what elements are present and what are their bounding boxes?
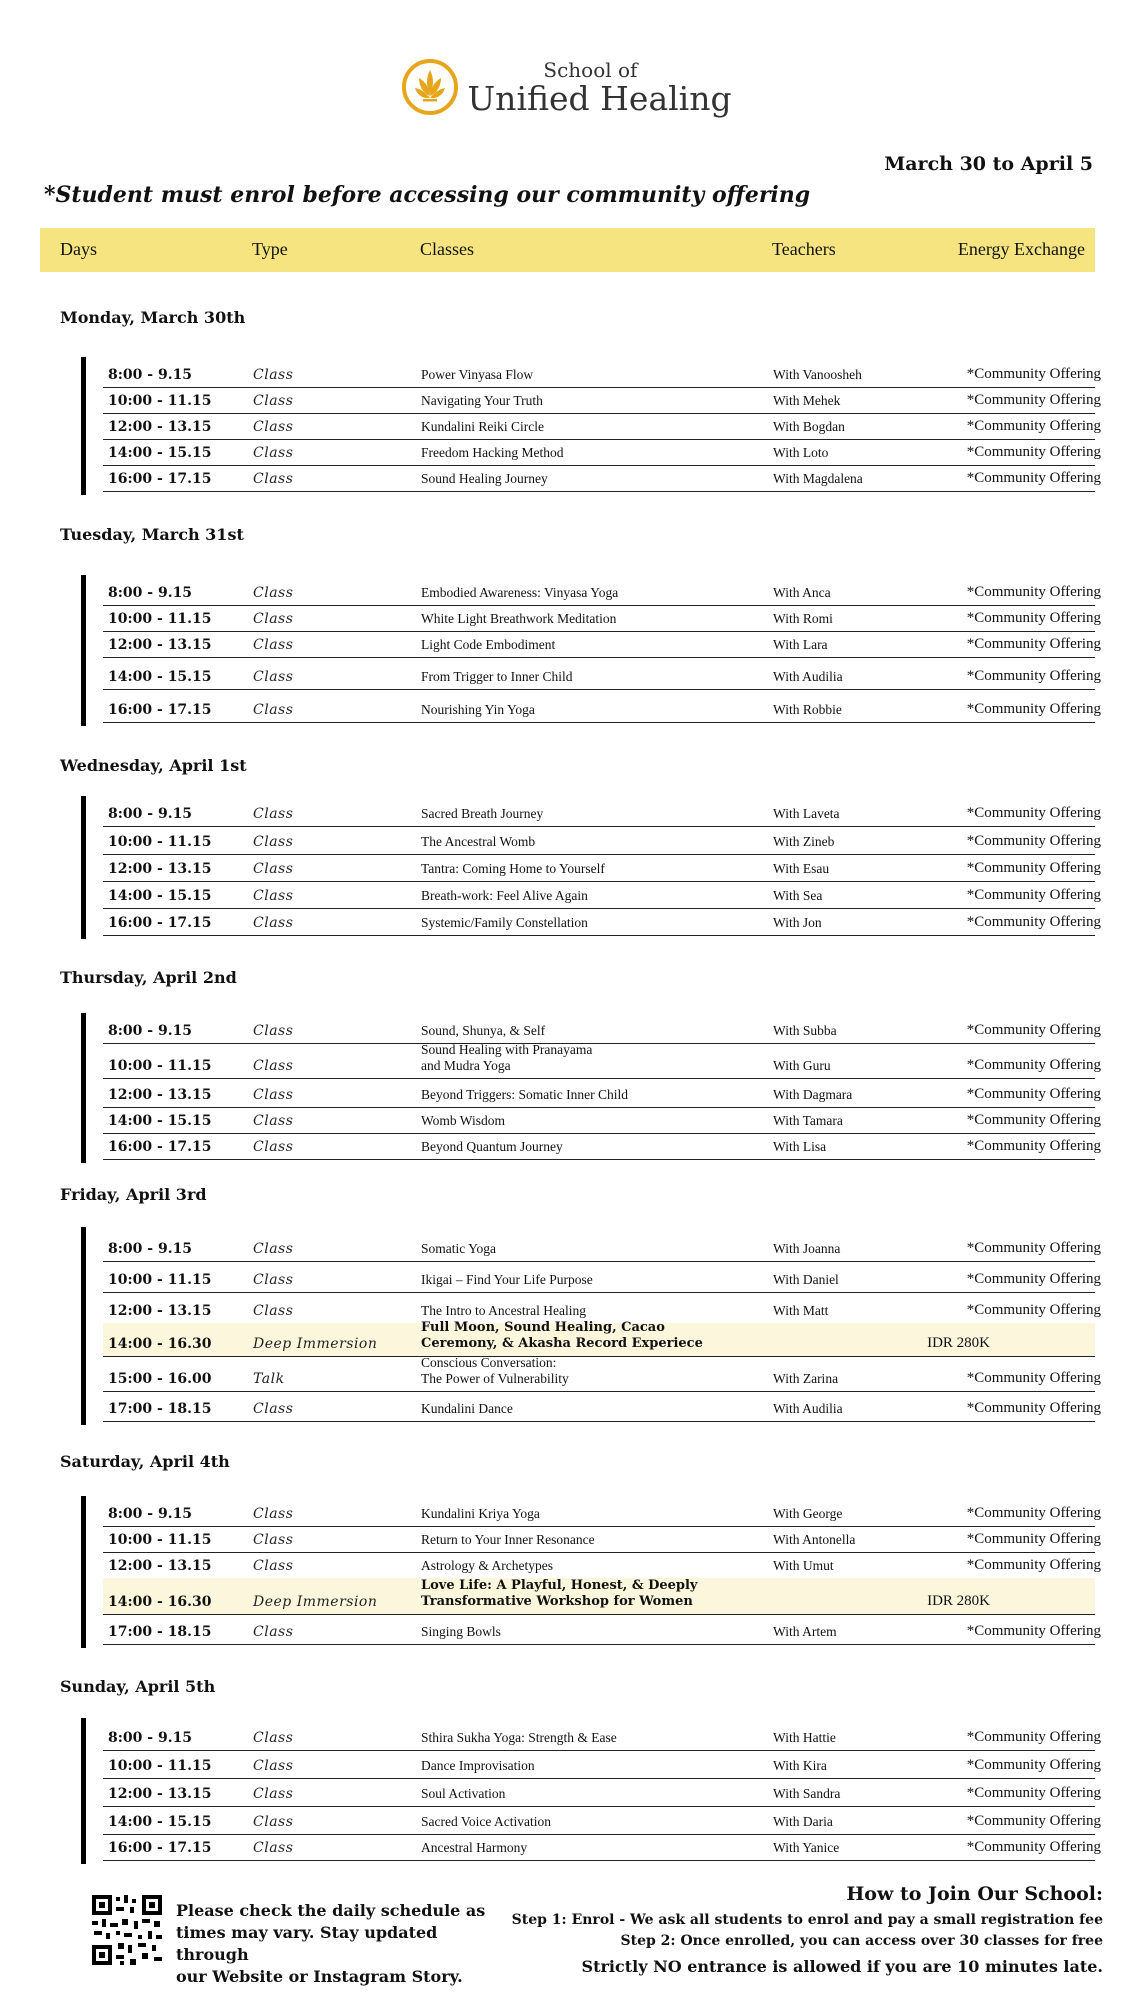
teacher-cell: With Tamara bbox=[773, 1113, 843, 1128]
schedule-row bbox=[103, 1578, 1095, 1615]
schedule-row bbox=[103, 691, 1101, 723]
day-divider-bar bbox=[81, 1496, 86, 1648]
type-cell: Class bbox=[253, 1532, 294, 1548]
class-name: Womb Wisdom bbox=[421, 1113, 505, 1128]
class-name: From Trigger to Inner Child bbox=[421, 669, 573, 684]
energy-cell: *Community Offering bbox=[966, 1086, 1101, 1102]
time-cell: 12:00 - 13.15 bbox=[108, 1303, 212, 1319]
class-cell bbox=[421, 1814, 751, 1830]
teacher-cell: With Hattie bbox=[773, 1730, 836, 1745]
type-cell: Class bbox=[253, 585, 294, 601]
class-name: Sound Healing Journey bbox=[421, 471, 548, 486]
class-cell bbox=[421, 1042, 751, 1074]
schedule-row bbox=[103, 1778, 1101, 1807]
class-name: Somatic Yoga bbox=[421, 1241, 497, 1256]
class-cell bbox=[421, 419, 751, 435]
energy-cell: *Community Offering bbox=[966, 610, 1101, 626]
time-cell: 17:00 - 18.15 bbox=[108, 1624, 212, 1640]
schedule-row bbox=[103, 1231, 1101, 1262]
class-name: Navigating Your Truth bbox=[421, 393, 543, 408]
time-cell: 12:00 - 13.15 bbox=[108, 1786, 212, 1802]
class-cell bbox=[421, 702, 751, 718]
class-name: Light Code Embodiment bbox=[421, 637, 556, 652]
type-cell: Class bbox=[253, 1506, 294, 1522]
day-title: Friday, April 3rd bbox=[60, 1185, 207, 1204]
type-cell: Class bbox=[253, 1758, 294, 1774]
energy-cell: *Community Offering bbox=[966, 1839, 1101, 1855]
time-cell: 16:00 - 17.15 bbox=[108, 1840, 212, 1856]
header bbox=[0, 58, 1133, 120]
time-cell: 14:00 - 15.15 bbox=[108, 669, 212, 685]
type-cell: Class bbox=[253, 637, 294, 653]
time-cell: 16:00 - 17.15 bbox=[108, 915, 212, 931]
teacher-cell: With Antonella bbox=[773, 1532, 856, 1547]
energy-cell: *Community Offering bbox=[966, 418, 1101, 434]
energy-cell: *Community Offering bbox=[966, 1057, 1101, 1073]
class-name: Conscious Conversation: bbox=[421, 1355, 557, 1370]
column-header bbox=[40, 228, 1095, 272]
energy-cell: IDR 280K bbox=[927, 1335, 990, 1351]
time-cell: 8:00 - 9.15 bbox=[108, 806, 193, 822]
time-cell: 8:00 - 9.15 bbox=[108, 367, 193, 383]
schedule-row bbox=[103, 1834, 1101, 1861]
teacher-cell: With Romi bbox=[773, 611, 833, 626]
schedule-row bbox=[103, 1391, 1101, 1422]
schedule-row bbox=[103, 1722, 1101, 1751]
type-cell: Class bbox=[253, 1840, 294, 1856]
schedule-row bbox=[103, 1261, 1101, 1293]
type-cell: Class bbox=[253, 888, 294, 904]
logo bbox=[401, 58, 731, 116]
schedule-row bbox=[103, 1133, 1101, 1160]
time-cell: 17:00 - 18.15 bbox=[108, 1401, 212, 1417]
day-divider-bar bbox=[81, 357, 86, 495]
energy-cell: *Community Offering bbox=[966, 887, 1101, 903]
class-name: Sthira Sukha Yoga: Strength & Ease bbox=[421, 1730, 617, 1745]
class-name: Kundalini Dance bbox=[421, 1401, 513, 1416]
energy-cell: *Community Offering bbox=[966, 1302, 1101, 1318]
teacher-cell: With Bogdan bbox=[773, 419, 845, 434]
teacher-cell: With Jon bbox=[773, 915, 822, 930]
teacher-cell: With Sandra bbox=[773, 1786, 841, 1801]
type-cell: Class bbox=[253, 393, 294, 409]
type-cell: Class bbox=[253, 1401, 294, 1417]
energy-cell: *Community Offering bbox=[966, 1785, 1101, 1801]
teacher-cell: With Daria bbox=[773, 1814, 833, 1829]
class-name: Kundalini Reiki Circle bbox=[421, 419, 544, 434]
class-cell bbox=[421, 806, 751, 822]
class-name: Dance Improvisation bbox=[421, 1758, 535, 1773]
energy-cell: *Community Offering bbox=[966, 392, 1101, 408]
day-title: Wednesday, April 1st bbox=[60, 756, 247, 775]
energy-cell: *Community Offering bbox=[966, 1557, 1101, 1573]
class-name: The Intro to Ancestral Healing bbox=[421, 1303, 586, 1318]
type-cell: Class bbox=[253, 1814, 294, 1830]
type-cell: Class bbox=[253, 1624, 294, 1640]
teacher-cell: With Magdalena bbox=[773, 471, 863, 486]
teacher-cell: With Audilia bbox=[773, 1401, 843, 1416]
time-cell: 10:00 - 11.15 bbox=[108, 1272, 212, 1288]
class-cell bbox=[421, 1272, 751, 1288]
type-cell: Class bbox=[253, 1786, 294, 1802]
class-name: Love Life: A Playful, Honest, & Deeply bbox=[421, 1578, 698, 1593]
class-name-line-2: Transformative Workshop for Women bbox=[421, 1594, 693, 1609]
type-cell: Class bbox=[253, 1241, 294, 1257]
schedule-row bbox=[103, 881, 1101, 909]
class-cell bbox=[421, 1506, 751, 1522]
day-title: Sunday, April 5th bbox=[60, 1677, 216, 1696]
energy-cell: *Community Offering bbox=[966, 860, 1101, 876]
class-name: Ancestral Harmony bbox=[421, 1840, 528, 1855]
schedule-row bbox=[103, 1552, 1101, 1579]
teacher-cell: With Robbie bbox=[773, 702, 842, 717]
time-cell: 8:00 - 9.15 bbox=[108, 585, 193, 601]
class-cell bbox=[421, 861, 751, 877]
class-name-line-2: The Power of Vulnerability bbox=[421, 1371, 569, 1386]
day-title: Thursday, April 2nd bbox=[60, 968, 237, 987]
day-divider-bar bbox=[81, 575, 86, 726]
time-cell: 12:00 - 13.15 bbox=[108, 419, 212, 435]
schedule-row bbox=[103, 660, 1101, 690]
teacher-cell: With Sea bbox=[773, 888, 823, 903]
time-cell: 8:00 - 9.15 bbox=[108, 1023, 193, 1039]
type-cell: Class bbox=[253, 1058, 294, 1074]
energy-cell: *Community Offering bbox=[966, 1505, 1101, 1521]
class-cell bbox=[421, 1840, 751, 1856]
col-teachers: Teachers bbox=[772, 239, 836, 259]
class-cell bbox=[421, 1532, 751, 1548]
schedule-row bbox=[103, 1017, 1101, 1044]
class-name: Breath-work: Feel Alive Again bbox=[421, 888, 588, 903]
class-cell bbox=[421, 585, 751, 601]
schedule-row bbox=[103, 1320, 1095, 1357]
class-name: Beyond Quantum Journey bbox=[421, 1139, 563, 1154]
class-cell bbox=[421, 611, 751, 627]
enrol-notice: *Student must enrol before accessing our community offering bbox=[44, 182, 811, 208]
class-cell bbox=[421, 915, 751, 931]
teacher-cell: With Lisa bbox=[773, 1139, 827, 1154]
teacher-cell: With Subba bbox=[773, 1023, 837, 1038]
teacher-cell: With Umut bbox=[773, 1558, 834, 1573]
type-cell: Class bbox=[253, 861, 294, 877]
type-cell: Class bbox=[253, 1272, 294, 1288]
type-cell: Class bbox=[253, 702, 294, 718]
class-cell bbox=[421, 834, 751, 850]
teacher-cell: With Guru bbox=[773, 1058, 831, 1073]
time-cell: 14:00 - 15.15 bbox=[108, 888, 212, 904]
energy-cell: *Community Offering bbox=[966, 805, 1101, 821]
class-name: Sacred Breath Journey bbox=[421, 806, 544, 821]
class-cell bbox=[421, 393, 751, 409]
class-cell bbox=[421, 1139, 751, 1155]
class-cell bbox=[421, 471, 751, 487]
class-cell bbox=[421, 1355, 751, 1387]
energy-cell: *Community Offering bbox=[966, 1531, 1101, 1547]
class-cell bbox=[421, 1578, 751, 1610]
class-cell bbox=[421, 888, 751, 904]
class-name: Ikigai – Find Your Life Purpose bbox=[421, 1272, 593, 1287]
schedule-row bbox=[103, 854, 1101, 882]
time-cell: 12:00 - 13.15 bbox=[108, 637, 212, 653]
col-type: Type bbox=[252, 239, 288, 259]
energy-cell: *Community Offering bbox=[966, 1271, 1101, 1287]
day-divider-bar bbox=[81, 1013, 86, 1163]
day-divider-bar bbox=[81, 1227, 86, 1425]
time-cell: 8:00 - 9.15 bbox=[108, 1730, 193, 1746]
energy-cell: *Community Offering bbox=[966, 914, 1101, 930]
lotus-logo-icon bbox=[401, 58, 459, 116]
late-policy: Strictly NO entrance is allowed if you are 10 minutes late. bbox=[581, 1957, 1103, 1976]
energy-cell: *Community Offering bbox=[966, 584, 1101, 600]
class-name: Embodied Awareness: Vinyasa Yoga bbox=[421, 585, 619, 600]
schedule-row bbox=[103, 1107, 1101, 1134]
class-cell bbox=[421, 445, 751, 461]
day-title: Saturday, April 4th bbox=[60, 1452, 230, 1471]
energy-cell: *Community Offering bbox=[966, 1138, 1101, 1154]
time-cell: 12:00 - 13.15 bbox=[108, 1558, 212, 1574]
class-name: Kundalini Kriya Yoga bbox=[421, 1506, 540, 1521]
type-cell: Class bbox=[253, 611, 294, 627]
teacher-cell: With Laveta bbox=[773, 806, 840, 821]
type-cell: Class bbox=[253, 669, 294, 685]
class-cell bbox=[421, 1730, 751, 1746]
class-cell bbox=[421, 1241, 751, 1257]
type-cell: Class bbox=[253, 471, 294, 487]
time-cell: 12:00 - 13.15 bbox=[108, 1087, 212, 1103]
logo-subtitle: School of bbox=[543, 57, 638, 82]
class-name: Sacred Voice Activation bbox=[421, 1814, 551, 1829]
col-classes: Classes bbox=[420, 239, 474, 259]
schedule-row bbox=[103, 1355, 1101, 1392]
schedule-row bbox=[103, 605, 1101, 632]
time-cell: 10:00 - 11.15 bbox=[108, 834, 212, 850]
schedule-row bbox=[103, 361, 1101, 388]
schedule-row bbox=[103, 579, 1101, 606]
class-name: Tantra: Coming Home to Yourself bbox=[421, 861, 605, 876]
class-cell bbox=[421, 1558, 751, 1574]
energy-cell: *Community Offering bbox=[966, 1370, 1101, 1386]
time-cell: 10:00 - 11.15 bbox=[108, 393, 212, 409]
schedule-row bbox=[103, 439, 1101, 466]
class-cell bbox=[421, 1023, 751, 1039]
time-cell: 10:00 - 11.15 bbox=[108, 1058, 212, 1074]
energy-cell: *Community Offering bbox=[966, 1813, 1101, 1829]
schedule-row bbox=[103, 1500, 1101, 1527]
schedule-row bbox=[103, 465, 1101, 492]
teacher-cell: With Vanoosheh bbox=[773, 367, 862, 382]
type-cell: Class bbox=[253, 834, 294, 850]
time-cell: 14:00 - 15.15 bbox=[108, 445, 212, 461]
class-cell bbox=[421, 669, 751, 685]
time-cell: 14:00 - 15.15 bbox=[108, 1814, 212, 1830]
type-cell: Class bbox=[253, 1558, 294, 1574]
schedule-row bbox=[103, 1750, 1101, 1779]
class-name: Full Moon, Sound Healing, Cacao bbox=[421, 1320, 665, 1335]
schedule-row bbox=[103, 1526, 1101, 1553]
day-title: Tuesday, March 31st bbox=[60, 525, 244, 544]
time-cell: 12:00 - 13.15 bbox=[108, 861, 212, 877]
class-cell bbox=[421, 1320, 751, 1352]
day-title: Monday, March 30th bbox=[60, 308, 246, 327]
energy-cell: *Community Offering bbox=[966, 444, 1101, 460]
energy-cell: IDR 280K bbox=[927, 1593, 990, 1609]
teacher-cell: With Loto bbox=[773, 445, 829, 460]
energy-cell: *Community Offering bbox=[966, 470, 1101, 486]
join-step-1: Step 1: Enrol - We ask all students to enrol and pay a small registration fee bbox=[511, 1912, 1103, 1928]
teacher-cell: With Zineb bbox=[773, 834, 835, 849]
class-cell bbox=[421, 1303, 751, 1319]
class-name: Freedom Hacking Method bbox=[421, 445, 564, 460]
time-cell: 16:00 - 17.15 bbox=[108, 1139, 212, 1155]
time-cell: 8:00 - 9.15 bbox=[108, 1506, 193, 1522]
qr-code-icon[interactable] bbox=[90, 1893, 164, 1967]
energy-cell: *Community Offering bbox=[966, 1022, 1101, 1038]
type-cell: Class bbox=[253, 1087, 294, 1103]
type-cell: Talk bbox=[253, 1371, 285, 1387]
class-name-line-2: Ceremony, & Akasha Record Experiece bbox=[421, 1336, 703, 1351]
class-name: Singing Bowls bbox=[421, 1624, 501, 1639]
time-cell: 16:00 - 17.15 bbox=[108, 471, 212, 487]
energy-cell: *Community Offering bbox=[966, 1757, 1101, 1773]
class-cell bbox=[421, 1624, 751, 1640]
teacher-cell: With George bbox=[773, 1506, 843, 1521]
teacher-cell: With Lara bbox=[773, 637, 828, 652]
schedule-note: Please check the daily schedule as times may vary. Stay updated through our Website or Instagram Story. bbox=[176, 1901, 486, 1986]
type-cell: Class bbox=[253, 1303, 294, 1319]
schedule-row bbox=[103, 387, 1101, 414]
teacher-cell: With Joanna bbox=[773, 1241, 841, 1256]
energy-cell: *Community Offering bbox=[966, 636, 1101, 652]
time-cell: 16:00 - 17.15 bbox=[108, 702, 212, 718]
teacher-cell: With Esau bbox=[773, 861, 830, 876]
energy-cell: *Community Offering bbox=[966, 1729, 1101, 1745]
class-cell bbox=[421, 367, 751, 383]
teacher-cell: With Dagmara bbox=[773, 1087, 853, 1102]
class-cell bbox=[421, 1113, 751, 1129]
time-cell: 15:00 - 16.00 bbox=[108, 1371, 212, 1387]
type-cell: Class bbox=[253, 367, 294, 383]
class-name: Power Vinyasa Flow bbox=[421, 367, 534, 382]
class-cell bbox=[421, 1401, 751, 1417]
type-cell: Deep Immersion bbox=[253, 1594, 378, 1610]
schedule-row bbox=[103, 1806, 1101, 1835]
time-cell: 14:00 - 16.30 bbox=[108, 1594, 212, 1610]
energy-cell: *Community Offering bbox=[966, 668, 1101, 684]
class-name: White Light Breathwork Meditation bbox=[421, 611, 617, 626]
energy-cell: *Community Offering bbox=[966, 1112, 1101, 1128]
teacher-cell: With Zarina bbox=[773, 1371, 839, 1386]
col-days: Days bbox=[60, 239, 97, 259]
class-name: Soul Activation bbox=[421, 1786, 506, 1801]
day-divider-bar bbox=[81, 1718, 86, 1864]
time-cell: 10:00 - 11.15 bbox=[108, 1758, 212, 1774]
teacher-cell: With Daniel bbox=[773, 1272, 839, 1287]
logo-title: Unified Healing bbox=[467, 78, 732, 118]
teacher-cell: With Mehek bbox=[773, 393, 841, 408]
class-cell bbox=[421, 1786, 751, 1802]
energy-cell: *Community Offering bbox=[966, 1240, 1101, 1256]
type-cell: Class bbox=[253, 1023, 294, 1039]
time-cell: 14:00 - 16.30 bbox=[108, 1336, 212, 1352]
schedule-row bbox=[103, 800, 1101, 827]
class-name: Astrology & Archetypes bbox=[421, 1558, 553, 1573]
time-cell: 8:00 - 9.15 bbox=[108, 1241, 193, 1257]
teacher-cell: With Anca bbox=[773, 585, 831, 600]
type-cell: Deep Immersion bbox=[253, 1336, 378, 1352]
energy-cell: *Community Offering bbox=[966, 366, 1101, 382]
schedule-row bbox=[103, 827, 1101, 855]
date-range: March 30 to April 5 bbox=[884, 153, 1093, 175]
time-cell: 14:00 - 15.15 bbox=[108, 1113, 212, 1129]
class-name-line-2: and Mudra Yoga bbox=[421, 1058, 511, 1073]
type-cell: Class bbox=[253, 915, 294, 931]
teacher-cell: With Yanice bbox=[773, 1840, 840, 1855]
time-cell: 10:00 - 11.15 bbox=[108, 611, 212, 627]
class-name: Nourishing Yin Yoga bbox=[421, 702, 535, 717]
energy-cell: *Community Offering bbox=[966, 1623, 1101, 1639]
schedule-row bbox=[103, 1614, 1101, 1645]
teacher-cell: With Artem bbox=[773, 1624, 837, 1639]
energy-cell: *Community Offering bbox=[966, 833, 1101, 849]
schedule-row bbox=[103, 413, 1101, 440]
type-cell: Class bbox=[253, 1730, 294, 1746]
day-divider-bar bbox=[81, 796, 86, 939]
teacher-cell: With Matt bbox=[773, 1303, 829, 1318]
col-energy: Energy Exchange bbox=[957, 239, 1085, 259]
type-cell: Class bbox=[253, 806, 294, 822]
time-cell: 10:00 - 11.15 bbox=[108, 1532, 212, 1548]
schedule-row bbox=[103, 631, 1101, 658]
type-cell: Class bbox=[253, 445, 294, 461]
type-cell: Class bbox=[253, 1139, 294, 1155]
energy-cell: *Community Offering bbox=[966, 1400, 1101, 1416]
schedule-row bbox=[103, 1078, 1101, 1108]
class-cell bbox=[421, 637, 751, 653]
schedule-row bbox=[103, 908, 1101, 936]
teacher-cell: With Kira bbox=[773, 1758, 827, 1773]
class-name: The Ancestral Womb bbox=[421, 834, 536, 849]
class-name: Sound, Shunya, & Self bbox=[421, 1023, 546, 1038]
teacher-cell: With Audilia bbox=[773, 669, 843, 684]
class-name: Sound Healing with Pranayama bbox=[421, 1042, 593, 1057]
type-cell: Class bbox=[253, 1113, 294, 1129]
class-cell bbox=[421, 1758, 751, 1774]
class-name: Systemic/Family Constellation bbox=[421, 915, 588, 930]
class-name: Beyond Triggers: Somatic Inner Child bbox=[421, 1087, 628, 1102]
join-title: How to Join Our School: bbox=[846, 1883, 1103, 1905]
energy-cell: *Community Offering bbox=[966, 701, 1101, 717]
class-name: Return to Your Inner Resonance bbox=[421, 1532, 595, 1547]
type-cell: Class bbox=[253, 419, 294, 435]
class-cell bbox=[421, 1087, 751, 1103]
join-step-2: Step 2: Once enrolled, you can access over 30 classes for free bbox=[620, 1933, 1103, 1949]
schedule-row bbox=[103, 1042, 1101, 1079]
